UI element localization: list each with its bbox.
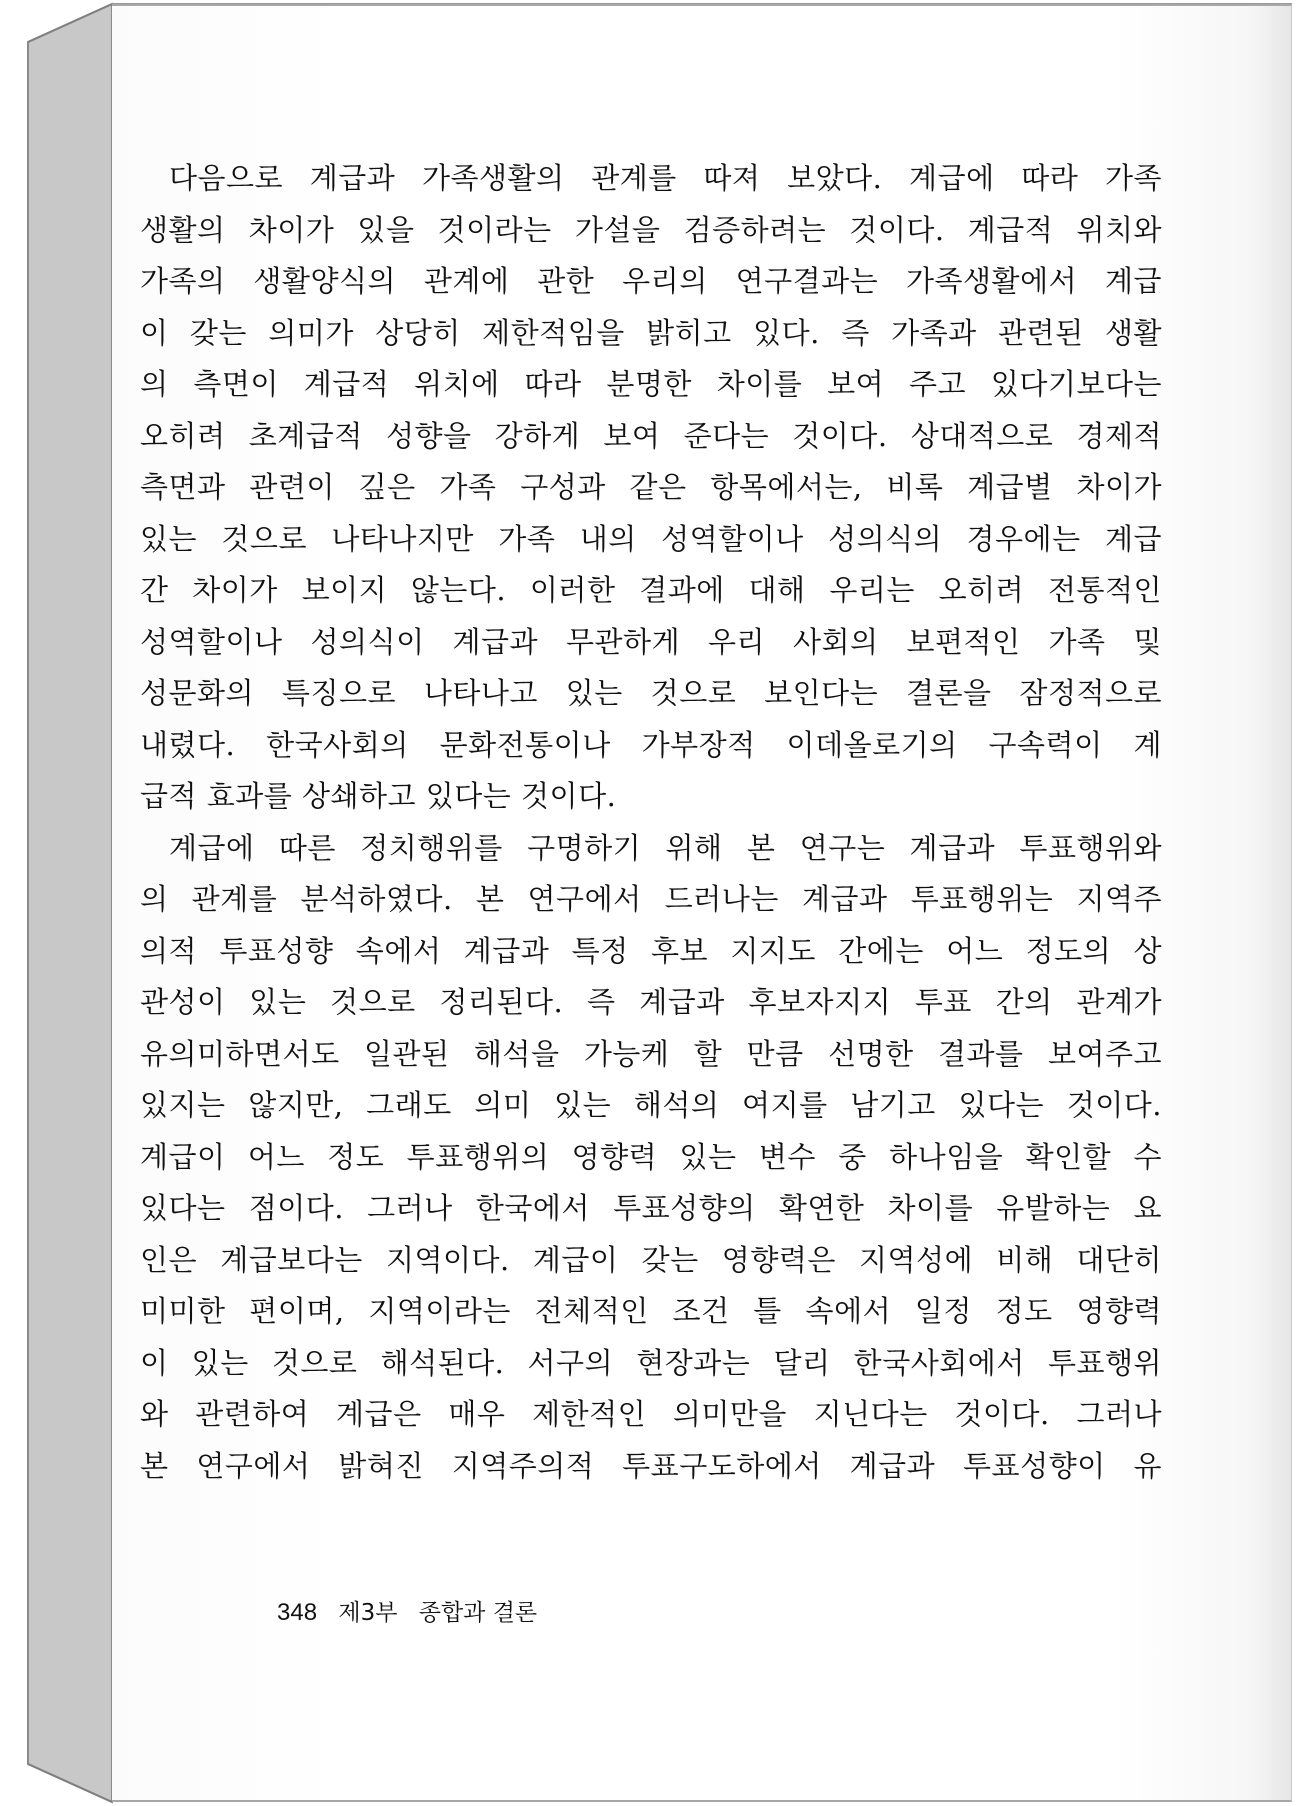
text-line: 오히려 초계급적 성향을 강하게 보여 준다는 것이다. 상대적으로 경제적 <box>140 418 1162 453</box>
text-line: 본 연구에서 밝혀진 지역주의적 투표구도하에서 계급과 투표성향이 유 <box>140 1448 1162 1483</box>
part-label: 제3부 <box>338 1600 398 1626</box>
text-line: 있는 것으로 나타나지만 가족 내의 성역할이나 성의식의 경우에는 계급 <box>140 521 1162 556</box>
page-edge-shadow <box>1251 6 1291 1800</box>
text-line: 내렸다. 한국사회의 문화전통이나 가부장적 이데올로기의 구속력이 계 <box>140 727 1162 762</box>
text-line: 계급에 따른 정치행위를 구명하기 위해 본 연구는 계급과 투표행위와 <box>169 830 1162 865</box>
text-line: 성문화의 특징으로 나타나고 있는 것으로 보인다는 결론을 잠정적으로 <box>140 676 1162 710</box>
text-line: 의 측면이 계급적 위치에 따라 분명한 차이를 보여 주고 있다기보다는 <box>140 367 1162 401</box>
text-line: 의 관계를 분석하였다. 본 연구에서 드러나는 계급과 투표행위는 지역주 <box>140 882 1162 916</box>
page-footer <box>277 1594 537 1627</box>
text-line: 와 관련하여 계급은 매우 제한적인 의미만을 지닌다는 것이다. 그러나 <box>140 1397 1162 1431</box>
text-line: 간 차이가 보이지 않는다. 이러한 결과에 대해 우리는 오히려 전통적인 <box>140 573 1162 607</box>
text-line: 다음으로 계급과 가족생활의 관계를 따져 보았다. 계급에 따라 가족 <box>169 161 1162 195</box>
body-text <box>140 153 1162 1492</box>
text-line: 미미한 편이며, 지역이라는 전체적인 조건 틀 속에서 일정 정도 영향력 <box>140 1294 1162 1328</box>
text-line: 유의미하면서도 일관된 해석을 가능케 할 만큼 선명한 결과를 보여주고 <box>140 1036 1162 1071</box>
chapter-title: 종합과 결론 <box>418 1600 538 1626</box>
text-line: 이 있는 것으로 해석된다. 서구의 현장과는 달리 한국사회에서 투표행위 <box>140 1345 1162 1380</box>
text-line: 생활의 차이가 있을 것이라는 가설을 검증하려는 것이다. 계급적 위치와 <box>140 212 1162 247</box>
text-line: 가족의 생활양식의 관계에 관한 우리의 연구결과는 가족생활에서 계급 <box>140 264 1162 298</box>
text-line: 의적 투표성향 속에서 계급과 특정 후보 지지도 간에는 어느 정도의 상 <box>140 933 1162 968</box>
text-line: 인은 계급보다는 지역이다. 계급이 갖는 영향력은 지역성에 비해 대단히 <box>140 1242 1162 1277</box>
paragraph-class-and-family <box>140 153 1162 823</box>
text-line: 계급이 어느 정도 투표행위의 영향력 있는 변수 중 하나임을 확인할 수 <box>140 1139 1162 1174</box>
text-line: 관성이 있는 것으로 정리된다. 즉 계급과 후보자지지 투표 간의 관계가 <box>140 985 1162 1019</box>
text-line: 측면과 관련이 깊은 가족 구성과 같은 항목에서는, 비록 계급별 차이가 <box>140 470 1162 504</box>
text-line: 있다는 점이다. 그러나 한국에서 투표성향의 확연한 차이를 유발하는 요 <box>140 1191 1162 1225</box>
text-line: 성역할이나 성의식이 계급과 무관하게 우리 사회의 보편적인 가족 및 <box>140 624 1162 659</box>
text-line: 있지는 않지만, 그래도 의미 있는 해석의 여지를 남기고 있다는 것이다. <box>140 1088 1162 1122</box>
text-line: 급적 효과를 상쇄하고 있다는 것이다. <box>140 779 617 813</box>
text-line: 이 갖는 의미가 상당히 제한적임을 밝히고 있다. 즉 가족과 관련된 생활 <box>140 315 1162 350</box>
paragraph-class-and-voting <box>140 823 1162 1493</box>
page-number: 348 <box>277 1599 318 1626</box>
